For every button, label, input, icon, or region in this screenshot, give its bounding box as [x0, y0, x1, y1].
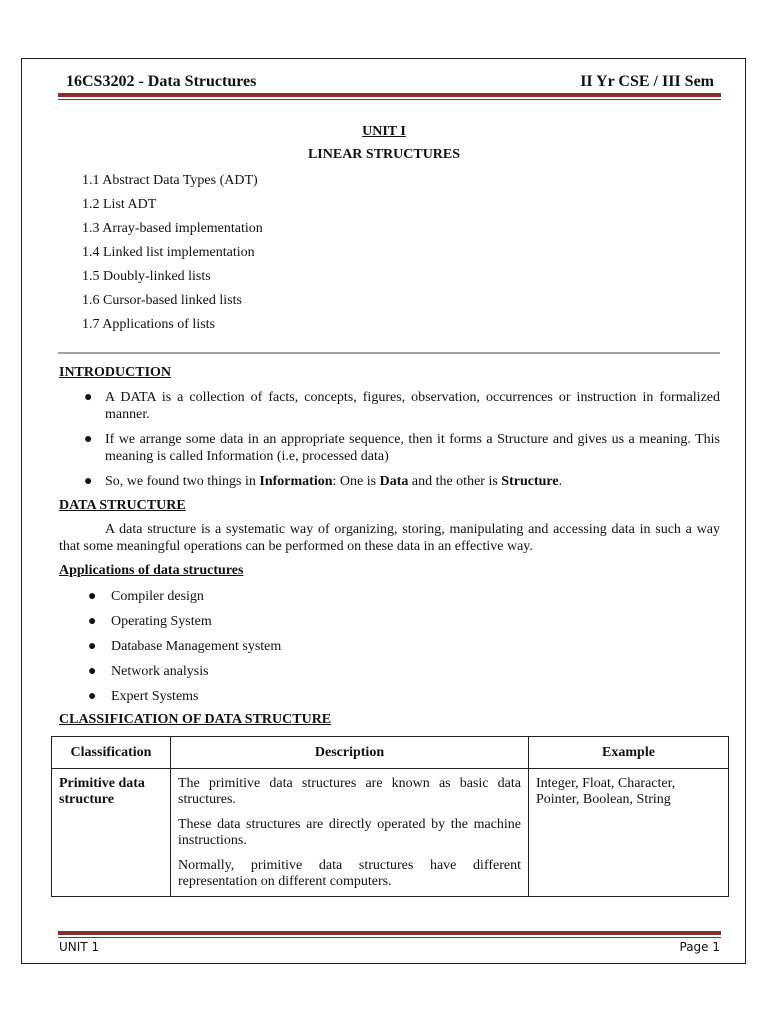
bullet-icon: ● — [88, 589, 97, 604]
classification-heading: CLASSIFICATION OF DATA STRUCTURE — [59, 712, 332, 727]
bullet-icon: ● — [88, 639, 97, 654]
unit-subtitle: LINEAR STRUCTURES — [307, 147, 461, 162]
description-paragraph: The primitive data structures are known as basic data structures. — [178, 776, 521, 807]
table-header-row — [52, 737, 729, 769]
header-year-semester: II Yr CSE / III Sem — [580, 73, 714, 90]
classification-table — [51, 736, 729, 897]
list-item — [80, 473, 720, 490]
data-structure-paragraph: A data structure is a systematic way of organizing, storing, manipulating and accessing data in such a way that some meaningful operations can be performed on these data in an effective way. — [59, 522, 720, 554]
toc-item: 1.1 Abstract Data Types (ADT) — [82, 173, 258, 188]
list-item — [86, 588, 281, 613]
toc-item: 1.5 Doubly-linked lists — [82, 269, 211, 284]
introduction-list — [80, 389, 720, 498]
list-item-text: Operating System — [111, 614, 212, 629]
footer-rule-thin — [58, 937, 721, 938]
unit-title: UNIT I — [362, 124, 406, 139]
header-rule-thin — [58, 99, 721, 100]
bold-term: Structure — [501, 474, 559, 489]
bullet-icon: ● — [84, 390, 93, 405]
bold-term: Information — [259, 474, 333, 489]
list-item — [86, 613, 281, 638]
introduction-heading: INTRODUCTION — [59, 365, 172, 380]
column-header-description: Description — [171, 737, 529, 769]
applications-list — [86, 588, 281, 713]
table-of-contents — [82, 172, 263, 340]
list-item — [80, 389, 720, 423]
description-paragraph: Normally, primitive data structures have different representation on different computers. — [178, 858, 521, 889]
list-item-text: Compiler design — [111, 589, 204, 604]
header-course-title: 16CS3202 - Data Structures — [66, 73, 257, 90]
description-paragraph: These data structures are directly operated by the machine instructions. — [178, 817, 521, 848]
footer-rule — [58, 931, 721, 935]
list-item — [86, 688, 281, 713]
example-cell: Integer, Float, Character, Pointer, Boolean, String — [529, 769, 729, 897]
bullet-icon: ● — [88, 689, 97, 704]
bold-term: Data — [379, 474, 409, 489]
list-item-text: Expert Systems — [111, 689, 199, 704]
text-fragment: and the other is — [408, 474, 502, 489]
footer-page-number: Page 1 — [679, 940, 720, 954]
footer-unit-label: UNIT 1 — [59, 940, 100, 954]
toc-item: 1.6 Cursor-based linked lists — [82, 293, 242, 308]
text-fragment: So, we found two things in — [105, 474, 260, 489]
classification-cell: Primitive data structure — [52, 769, 171, 897]
bullet-text: If we arrange some data in an appropriate sequence, then it forms a Structure and gives us a meaning. This meaning is called Information (i.e, processed data) — [105, 432, 720, 464]
column-header-classification: Classification — [52, 737, 171, 769]
toc-item: 1.3 Array-based implementation — [82, 221, 263, 236]
bullet-icon: ● — [88, 614, 97, 629]
list-item — [86, 663, 281, 688]
header-rule — [58, 93, 721, 97]
applications-heading: Applications of data structures — [59, 563, 244, 578]
section-divider — [58, 352, 720, 354]
table-row — [52, 769, 729, 897]
list-item — [80, 431, 720, 465]
bullet-icon: ● — [88, 664, 97, 679]
toc-item: 1.2 List ADT — [82, 197, 157, 212]
list-item-text: Database Management system — [111, 639, 282, 654]
list-item-text: Network analysis — [111, 664, 209, 679]
column-header-example: Example — [529, 737, 729, 769]
bullet-icon: ● — [84, 432, 93, 447]
text-fragment: : One is — [332, 474, 380, 489]
toc-item: 1.4 Linked list implementation — [82, 245, 255, 260]
bullet-text: A DATA is a collection of facts, concepts, figures, observation, occurrences or instruction in formalized manner. — [105, 390, 720, 422]
data-structure-heading: DATA STRUCTURE — [59, 498, 186, 513]
toc-item: 1.7 Applications of lists — [82, 317, 215, 332]
text-fragment: . — [558, 474, 563, 489]
list-item — [86, 638, 281, 663]
bullet-text — [105, 474, 562, 489]
bullet-icon: ● — [84, 474, 93, 489]
description-cell — [171, 769, 529, 897]
